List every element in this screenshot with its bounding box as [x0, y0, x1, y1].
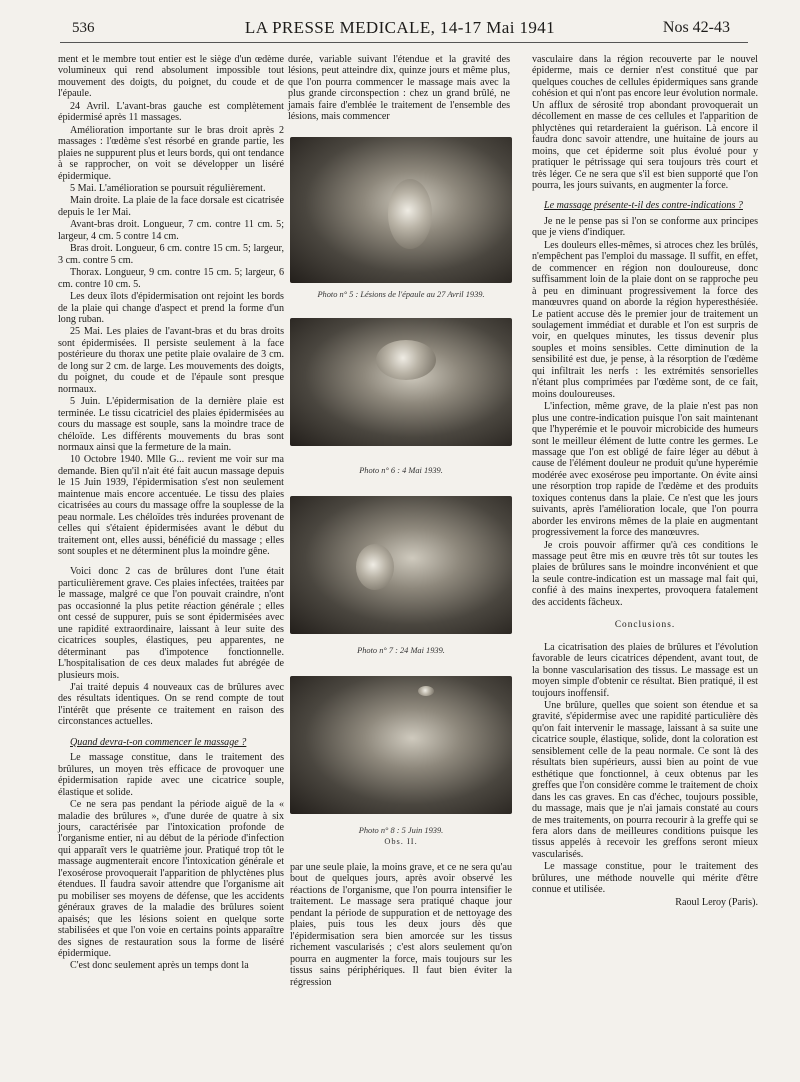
author-signature: Raoul Leroy (Paris).: [675, 896, 758, 908]
paragraph: Le massage constitue, dans le traitement des brûlures, un moyen très efficace de provoquer une épidermisation rapide avec une cicatrice souple, élastique et solide.: [58, 752, 284, 798]
column-right: [532, 54, 758, 909]
paragraph: Ce ne sera pas pendant la période aiguë de la « maladie des brûlures », d'une durée de quatre à six jours, caractérisée par l'intoxication profonde de l'organisme entier, ni au début de la période d'infection qui apparaît vers le quatrième jour. Pratiqué trop tôt le massage augmenterait encore l'intoxication générale et l'exosérose provoquerait l'apparition de phlyctènes plus étendues. Il faudra savoir attendre que l'organisme ait pu mobiliser ses moyens de défense, que les accidents généraux graves de la maladie des brûlures soient apaisés; que les lésions soient en quelque sorte stabilisées et que l'on voie en certains points apparaître des signes de restauration sous la forme de liséré épidermique.: [58, 799, 284, 959]
paragraph: 5 Juin. L'épidermisation de la dernière plaie est terminée. Le tissu cicatriciel des plaies épidermisées au cours du massage est souple, sans la moindre trace de chéloïde. Les différents mouvements du bras sont normaux ainsi que la fermeture de la main.: [58, 396, 284, 453]
photo-caption: Photo n° 5 : Lésions de l'épaule au 27 Avril 1939.: [317, 290, 485, 299]
page-number: 536: [72, 20, 95, 36]
paragraph: J'ai traité depuis 4 nouveaux cas de brûlures avec des résultats identiques. On se rend compte de tout l'intérêt que présente ce traitement en raison des circonstances actuelles.: [58, 682, 284, 728]
paragraph: par une seule plaie, la moins grave, et ce ne sera qu'au bout de quelques jours, après avoir observé les réactions de l'organisme, que l'on pourra intensifier le traitement. Le massage sera pratiqué chaque jour pendant la période de suppuration et de nettoyage des plaies, puis tous les deux jours dès que l'épidermisation sera bien amorcée sur les tissus richement vascularisés ; c'est alors seulement qu'on pourra en augmenter la force, mais toujours sur les tissus sains périphériques. Il faut bien éviter la régression: [290, 862, 512, 988]
conclusions-heading: Conclusions.: [614, 620, 676, 631]
photo-5: [290, 137, 512, 283]
paragraph: 25 Mai. Les plaies de l'avant-bras et du bras droits sont épidermisées. Il persiste seulement à la face postérieure du thorax une petite plaie ovalaire de 3 cm. de long sur 2 cm. de large. Les mouvements des doigts, du poignet, du coude et de l'épaule sont presque normaux.: [58, 326, 284, 395]
photo-8: [290, 676, 512, 814]
paragraph: vasculaire dans la région recouverte par le nouvel épiderme, mais ce dernier n'est constitué que par quelques couches de cellules épidermiques sans grande cohésion et qui n'ont pas encore leur évolution normale. Un afflux de sérosité trop abondant provoquerait un décollement en masse de ces cellules et l'apparition de phlyctènes qui retarderaient la guérison. Là encore il faudra donc savoir attendre, une huitaine de jours au moins, que cet épiderme soit plus évolué pour y pratiquer le pétrissage qui sera toujours très court et très léger. Ce ne sera que s'il est bien supporté que l'on pourra, les jours suivants, en augmenter la force.: [532, 54, 758, 191]
paragraph: La cicatrisation des plaies de brûlures et l'évolution favorable de leurs cicatrices dépendent, avant tout, de la bonne vascularisation des tissus. Le massage est un moyen simple d'obtenir ce résultat. Bien pratiqué, il est toujours inoffensif.: [532, 641, 758, 699]
paragraph: Bras droit. Longueur, 6 cm. contre 15 cm. 5; largeur, 3 cm. contre 5 cm.: [58, 243, 284, 266]
paragraph: Je crois pouvoir affirmer qu'à ces conditions le massage peut être mis en œuvre très tôt sur toutes les plaies de brûlures sans le moindre inconvénient et que la seule contre-indication est un massage mal fait qui, confié à des mains inexpertes, provoquera fatalement des accidents fâcheux.: [532, 539, 758, 608]
page-header: [40, 18, 760, 42]
issue-number: Nos 42-43: [662, 19, 730, 36]
paragraph: durée, variable suivant l'étendue et la gravité des lésions, peut atteindre dix, quinze jours et même plus, que l'on pourra commencer le massage mais avec la plus grande circonspection : chez un grand brûlé, ne jamais faire d'emblée le traitement de l'ensemble des lésions, mais commencer: [288, 54, 510, 123]
photo-6: [290, 318, 512, 446]
photo-caption: Photo n° 7 : 24 Mai 1939.: [357, 646, 445, 655]
photo-7: [290, 496, 512, 634]
paragraph: Voici donc 2 cas de brûlures dont l'une était particulièrement grave. Ces plaies infectées, traitées par le massage, malgré ce que l'on pouvait craindre, n'ont pas occasionné la plus petite réaction générale ; elles ont cessé de suppurer, puis se sont épidermisées avec une rapidité extraordinaire, laissant à leur suite des cicatrices souples, élastiques, peu apparentes, ne déterminant pas d'impotence fonctionnelle. L'hospitalisation de ces deux malades fut abrégée de plusieurs mois.: [58, 566, 284, 681]
paragraph: Main droite. La plaie de la face dorsale est cicatrisée depuis le 1er Mai.: [58, 195, 284, 218]
section-heading: Le massage présente-t-il des contre-indications ?: [544, 200, 743, 212]
paragraph: 24 Avril. L'avant-bras gauche est complètement épidermisé après 11 massages.: [58, 100, 284, 124]
header-rule: [60, 42, 748, 43]
column-middle-bottom: [290, 862, 512, 988]
paragraph: Le massage constitue, pour le traitement des brûlures, une méthode nouvelle qui mérite d'être connue et utilisée.: [532, 861, 758, 896]
column-middle: [288, 54, 510, 124]
paragraph: Les douleurs elles-mêmes, si atroces chez les brûlés, n'empêchent pas l'emploi du massage. Il suffit, en effet, de commencer en région non douloureuse, donc suffisamment loin de la plaie dont on se rapproche peu à peu en diminuant progressivement la force des manœuvres quand on aborde la région hyperesthésiée. Le patient accuse dès le premier jour de traitement un soulagement immédiat et durable et l'on est surpris de voir, en quelques minutes, les tissus devenir plus souples et moins sensibles. Cette diminution de la sensibilité est due, je pense, à la résorption de l'œdème qui infiltrait les nerfs : les extrémités sensorielles n'étant plus comprimées par l'œdème sont, de ce fait, moins douloureuses.: [532, 239, 758, 400]
column-left: [58, 54, 284, 973]
observation-label: Obs. II.: [384, 837, 418, 846]
paragraph: 10 Octobre 1940. Mlle G... revient me voir sur ma demande. Bien qu'il n'ait été fait aucun massage depuis le 15 Juin 1939, l'épidermisation s'est non seulement maintenue mais encore accentuée. Le tissu des plaies cicatrisées au cours du massage offre la souplesse de la peau normale. Les chéloïdes très indurées provenant de celles qui s'étaient épidermisées avant le début du traitement ont, elles aussi, bénéficié du massage ; elles sont souples et ne déterminent plus la moindre gêne.: [58, 454, 284, 558]
paragraph: Avant-bras droit. Longueur, 7 cm. contre 11 cm. 5; largeur, 4 cm. 5 contre 14 cm.: [58, 219, 284, 242]
photo-caption: [290, 826, 512, 846]
journal-title: LA PRESSE MEDICALE, 14-17 Mai 1941: [244, 18, 556, 37]
paragraph: 5 Mai. L'amélioration se poursuit régulièrement.: [70, 182, 266, 194]
paragraph: Les deux îlots d'épidermisation ont rejoint les bords de la plaie qui change d'aspect et prend la forme d'un long ruban.: [58, 291, 284, 325]
caption-text: Photo n° 8 : 5 Juin 1939.: [358, 826, 444, 835]
paragraph: Une brûlure, quelles que soient son étendue et sa gravité, s'épidermise avec une rapidité particulière dès qu'on fait intervenir le massage, laissant à sa suite une cicatrice souple, élastique, solide, dont la coloration est sensiblement celle de la peau normale. Ce sont là des résultats bien supérieurs, aussi bien au point de vue esthétique que fonctionnel, à ceux obtenus par les greffes que l'on considère comme le traitement de choix dans les cas graves. En cas d'échec, toujours possible, du massage, mais que je n'ai jamais constaté au cours de mes traitements, on pourra recourir à la greffe qui se fera alors dans de meilleures conditions puisque les tissus appelés à recevoir les greffons seront mieux vascularisés.: [532, 700, 758, 860]
paragraph: ment et le membre tout entier est le siège d'un œdème volumineux qui rend absolument impossible tout mouvement des doigts, du poignet, du coude et de l'épaule.: [58, 54, 284, 100]
paragraph: L'infection, même grave, de la plaie n'est pas non plus une contre-indication puisque l'on sait maintenant que l'hyperémie et le pouvoir microbicide des humeurs sont le meilleur élément de lutte contre les germes. Le massage que l'on est obligé de faire léger au début à cause de l'élément douleur ne produit qu'une hyperémie modérée avec exosérose peu importante. On évite ainsi une résorption trop rapide de l'œdème et des produits toxiques contenus dans la plaie. Ce n'est que les jours suivants, après l'amélioration locale, que l'on pourra aborder les environs mêmes de la plaie en augmentant progressivement la force des manœuvres.: [532, 401, 758, 539]
paragraph: Amélioration importante sur le bras droit après 2 massages : l'œdème s'est résorbé en grande partie, les plaies ne suppurent plus et leurs bords, qui ont tendance à se rapprocher, on voit se développer un liséré épidermique.: [58, 124, 284, 182]
paragraph: C'est donc seulement après un temps dont la: [70, 960, 249, 972]
paragraph: Je ne le pense pas si l'on se conforme aux principes que je viens d'indiquer.: [532, 215, 758, 239]
paragraph: Thorax. Longueur, 9 cm. contre 15 cm. 5; largeur, 6 cm. contre 10 cm. 5.: [58, 267, 284, 290]
photo-caption: Photo n° 6 : 4 Mai 1939.: [359, 466, 443, 475]
section-heading: Quand devra-t-on commencer le massage ?: [70, 736, 247, 748]
